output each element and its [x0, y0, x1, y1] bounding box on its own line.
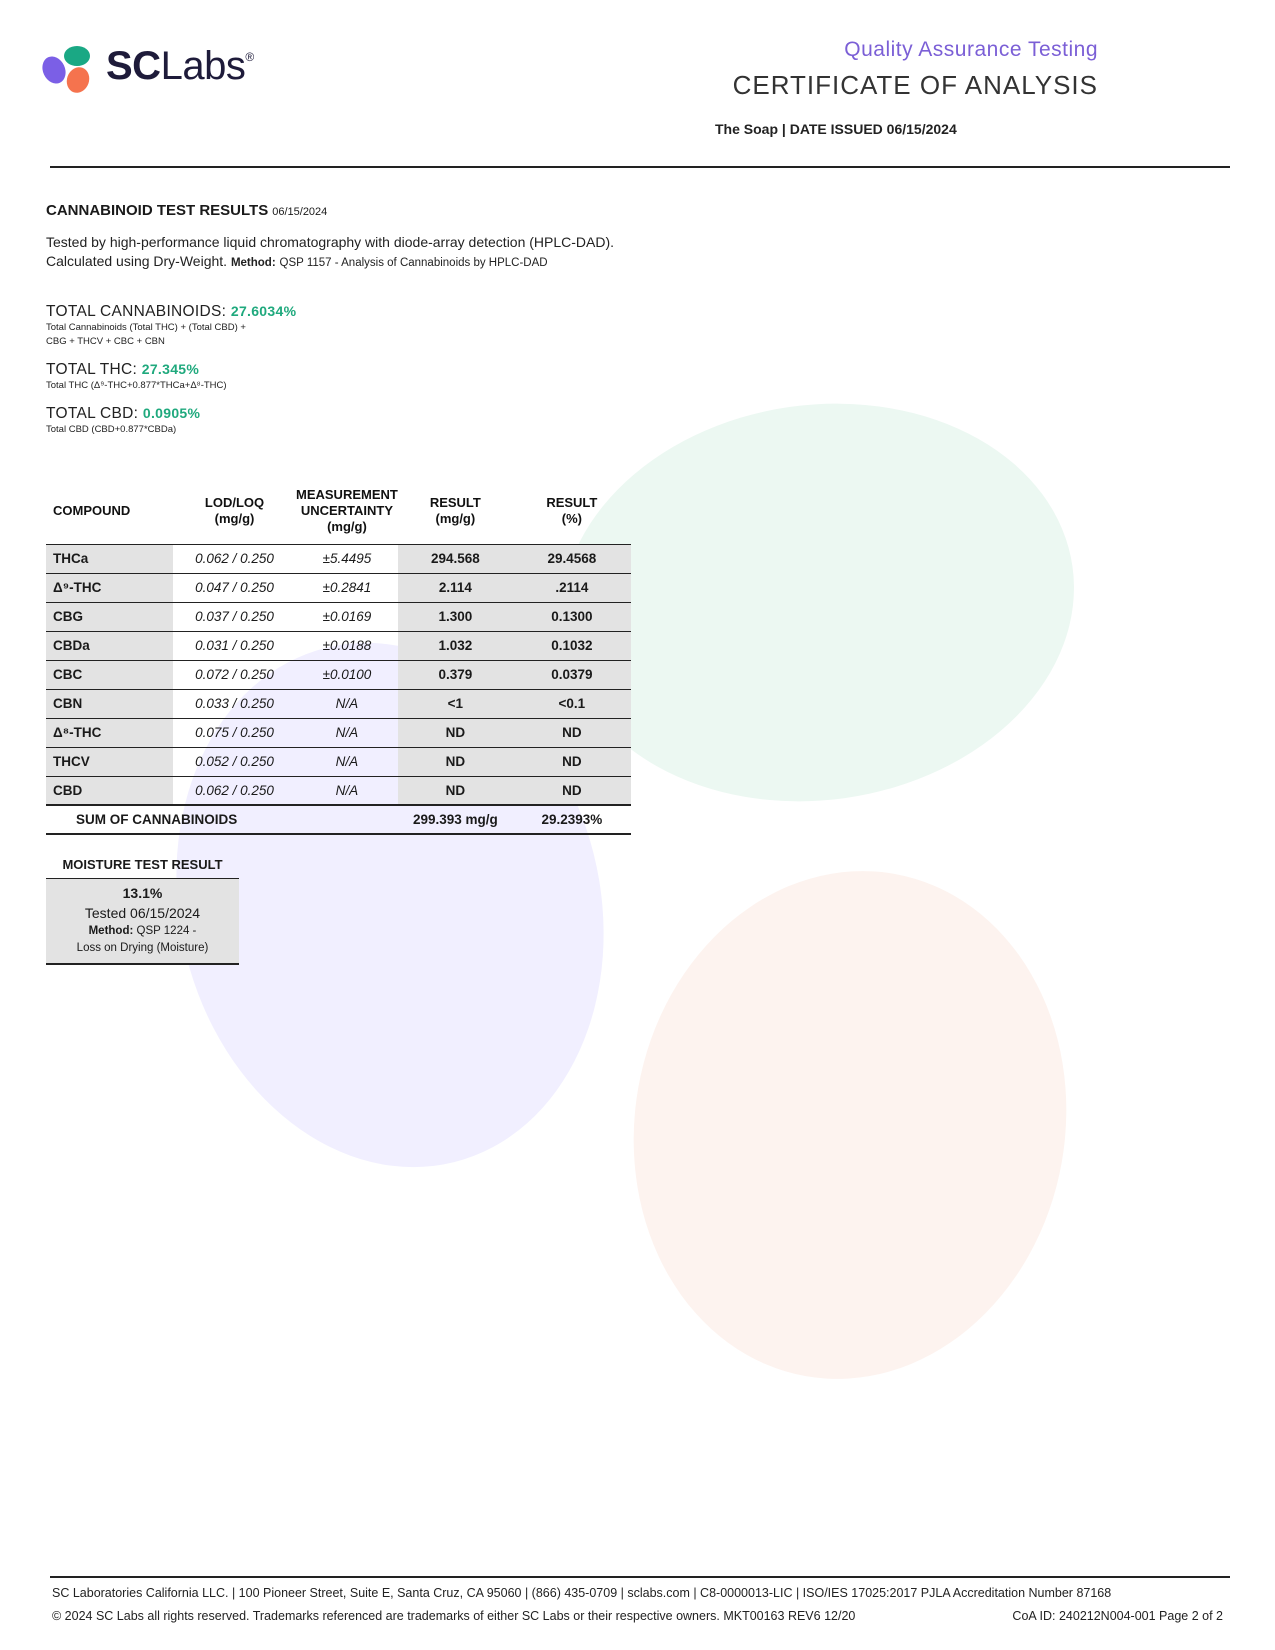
- header-divider: [50, 166, 1230, 168]
- footer-divider: [50, 1576, 1230, 1578]
- result-mg-value: <1: [398, 689, 513, 718]
- result-pct-value: ND: [513, 747, 631, 776]
- moisture-method-line2: Loss on Drying (Moisture): [76, 942, 209, 954]
- table-row: [46, 544, 631, 573]
- uncertainty-value: N/A: [296, 689, 398, 718]
- result-pct-value: 0.1300: [513, 602, 631, 631]
- table-row: [46, 689, 631, 718]
- header-result-mg: RESULT (mg/g): [429, 494, 481, 526]
- table-row: [46, 660, 631, 689]
- result-mg-value: 2.114: [398, 573, 513, 602]
- coa-title: CERTIFICATE OF ANALYSIS: [732, 70, 1098, 100]
- lod-loq-value: 0.047 / 0.250: [173, 573, 296, 602]
- table-row: [46, 776, 631, 805]
- cannabinoid-results-table: [46, 478, 631, 835]
- result-pct-value: ND: [513, 718, 631, 747]
- sum-label: SUM OF CANNABINOIDS: [46, 805, 398, 834]
- qa-title: Quality Assurance Testing: [844, 38, 1098, 61]
- compound-name: CBN: [46, 689, 173, 718]
- uncertainty-value: ±0.2841: [296, 573, 398, 602]
- background-blob-peach: [594, 837, 1106, 1414]
- total-cbd: TOTAL CBD: 0.0905% Total CBD (CBD+0.877*CBDa): [46, 405, 201, 435]
- lod-loq-value: 0.033 / 0.250: [173, 689, 296, 718]
- cannabinoid-section-title: CANNABINOID TEST RESULTS 06/15/2024: [46, 202, 328, 219]
- table-row: [46, 747, 631, 776]
- total-thc: TOTAL THC: 27.345% Total THC (Δ⁹-THC+0.877*THCa+Δ⁸-THC): [46, 361, 227, 391]
- compound-name: CBDa: [46, 631, 173, 660]
- uncertainty-value: N/A: [296, 776, 398, 805]
- logo-mark-icon: [42, 42, 102, 102]
- table-header-row: [46, 478, 631, 544]
- compound-name: THCV: [46, 747, 173, 776]
- header-result-pct: RESULT (%): [546, 494, 598, 526]
- result-pct-value: <0.1: [513, 689, 631, 718]
- compound-name: CBC: [46, 660, 173, 689]
- header-lod-loq: LOD/LOQ (mg/g): [204, 494, 265, 526]
- result-mg-value: 0.379: [398, 660, 513, 689]
- result-mg-value: 294.568: [398, 544, 513, 573]
- compound-name: CBD: [46, 776, 173, 805]
- uncertainty-value: ±0.0169: [296, 602, 398, 631]
- sum-pct-value: 29.2393%: [513, 805, 631, 834]
- moisture-body: [46, 879, 239, 965]
- result-pct-value: ND: [513, 776, 631, 805]
- lod-loq-value: 0.072 / 0.250: [173, 660, 296, 689]
- footer-company-info: SC Laboratories California LLC. | 100 Pioneer Street, Suite E, Santa Cruz, CA 95060 | (866) 435-0709 | sclabs.com | C8-0000013-LIC | ISO/IES 17025:2017 PJLA Accreditation Number 87168: [52, 1586, 1112, 1600]
- result-pct-value: .2114: [513, 573, 631, 602]
- lod-loq-value: 0.062 / 0.250: [173, 544, 296, 573]
- sum-mg-value: 299.393 mg/g: [398, 805, 513, 834]
- result-pct-value: 0.1032: [513, 631, 631, 660]
- moisture-value: 13.1%: [122, 885, 163, 901]
- uncertainty-value: ±5.4495: [296, 544, 398, 573]
- header-compound: COMPOUND: [53, 502, 131, 518]
- sum-row: [46, 805, 631, 834]
- result-pct-value: 29.4568: [513, 544, 631, 573]
- compound-name: CBG: [46, 602, 173, 631]
- moisture-title: MOISTURE TEST RESULT: [46, 855, 239, 879]
- compound-name: Δ⁹-THC: [46, 573, 173, 602]
- result-mg-value: ND: [398, 776, 513, 805]
- lod-loq-value: 0.062 / 0.250: [173, 776, 296, 805]
- issued-line: The Soap | DATE ISSUED 06/15/2024: [715, 121, 957, 137]
- moisture-tested-date: Tested 06/15/2024: [84, 905, 201, 921]
- table-row: [46, 718, 631, 747]
- logo-wordmark: SCLabs®: [106, 44, 254, 88]
- moisture-result-box: [46, 855, 239, 965]
- uncertainty-value: ±0.0188: [296, 631, 398, 660]
- header-uncertainty: MEASUREMENT UNCERTAINTY (mg/g): [296, 486, 398, 534]
- compound-name: Δ⁸-THC: [46, 718, 173, 747]
- lod-loq-value: 0.075 / 0.250: [173, 718, 296, 747]
- table-row: [46, 631, 631, 660]
- lod-loq-value: 0.052 / 0.250: [173, 747, 296, 776]
- lod-loq-value: 0.037 / 0.250: [173, 602, 296, 631]
- footer-coa-id: CoA ID: 240212N004-001 Page 2 of 2: [1012, 1609, 1223, 1623]
- uncertainty-value: N/A: [296, 718, 398, 747]
- result-mg-value: ND: [398, 747, 513, 776]
- result-pct-value: 0.0379: [513, 660, 631, 689]
- table-row: [46, 573, 631, 602]
- sc-labs-logo: [42, 42, 282, 102]
- result-mg-value: 1.300: [398, 602, 513, 631]
- compound-name: THCa: [46, 544, 173, 573]
- total-cannabinoids: TOTAL CANNABINOIDS: 27.6034% Total Cannabinoids (Total THC) + (Total CBD) + CBG + THCV + CBC + CBN: [46, 303, 297, 347]
- footer-copyright: © 2024 SC Labs all rights reserved. Trademarks referenced are trademarks of either SC Labs or their respective owners. MKT00163 REV6 12/20: [52, 1609, 856, 1623]
- uncertainty-value: ±0.0100: [296, 660, 398, 689]
- result-mg-value: 1.032: [398, 631, 513, 660]
- result-mg-value: ND: [398, 718, 513, 747]
- uncertainty-value: N/A: [296, 747, 398, 776]
- moisture-method: Method: QSP 1224 -: [88, 925, 197, 937]
- table-row: [46, 602, 631, 631]
- lod-loq-value: 0.031 / 0.250: [173, 631, 296, 660]
- cannabinoid-description: Tested by high-performance liquid chromatography with diode-array detection (HPLC-DAD). Calculated using Dry-Weight. Method: QSP 1157 - Analysis of Cannabinoids by HPLC-DAD: [46, 234, 615, 269]
